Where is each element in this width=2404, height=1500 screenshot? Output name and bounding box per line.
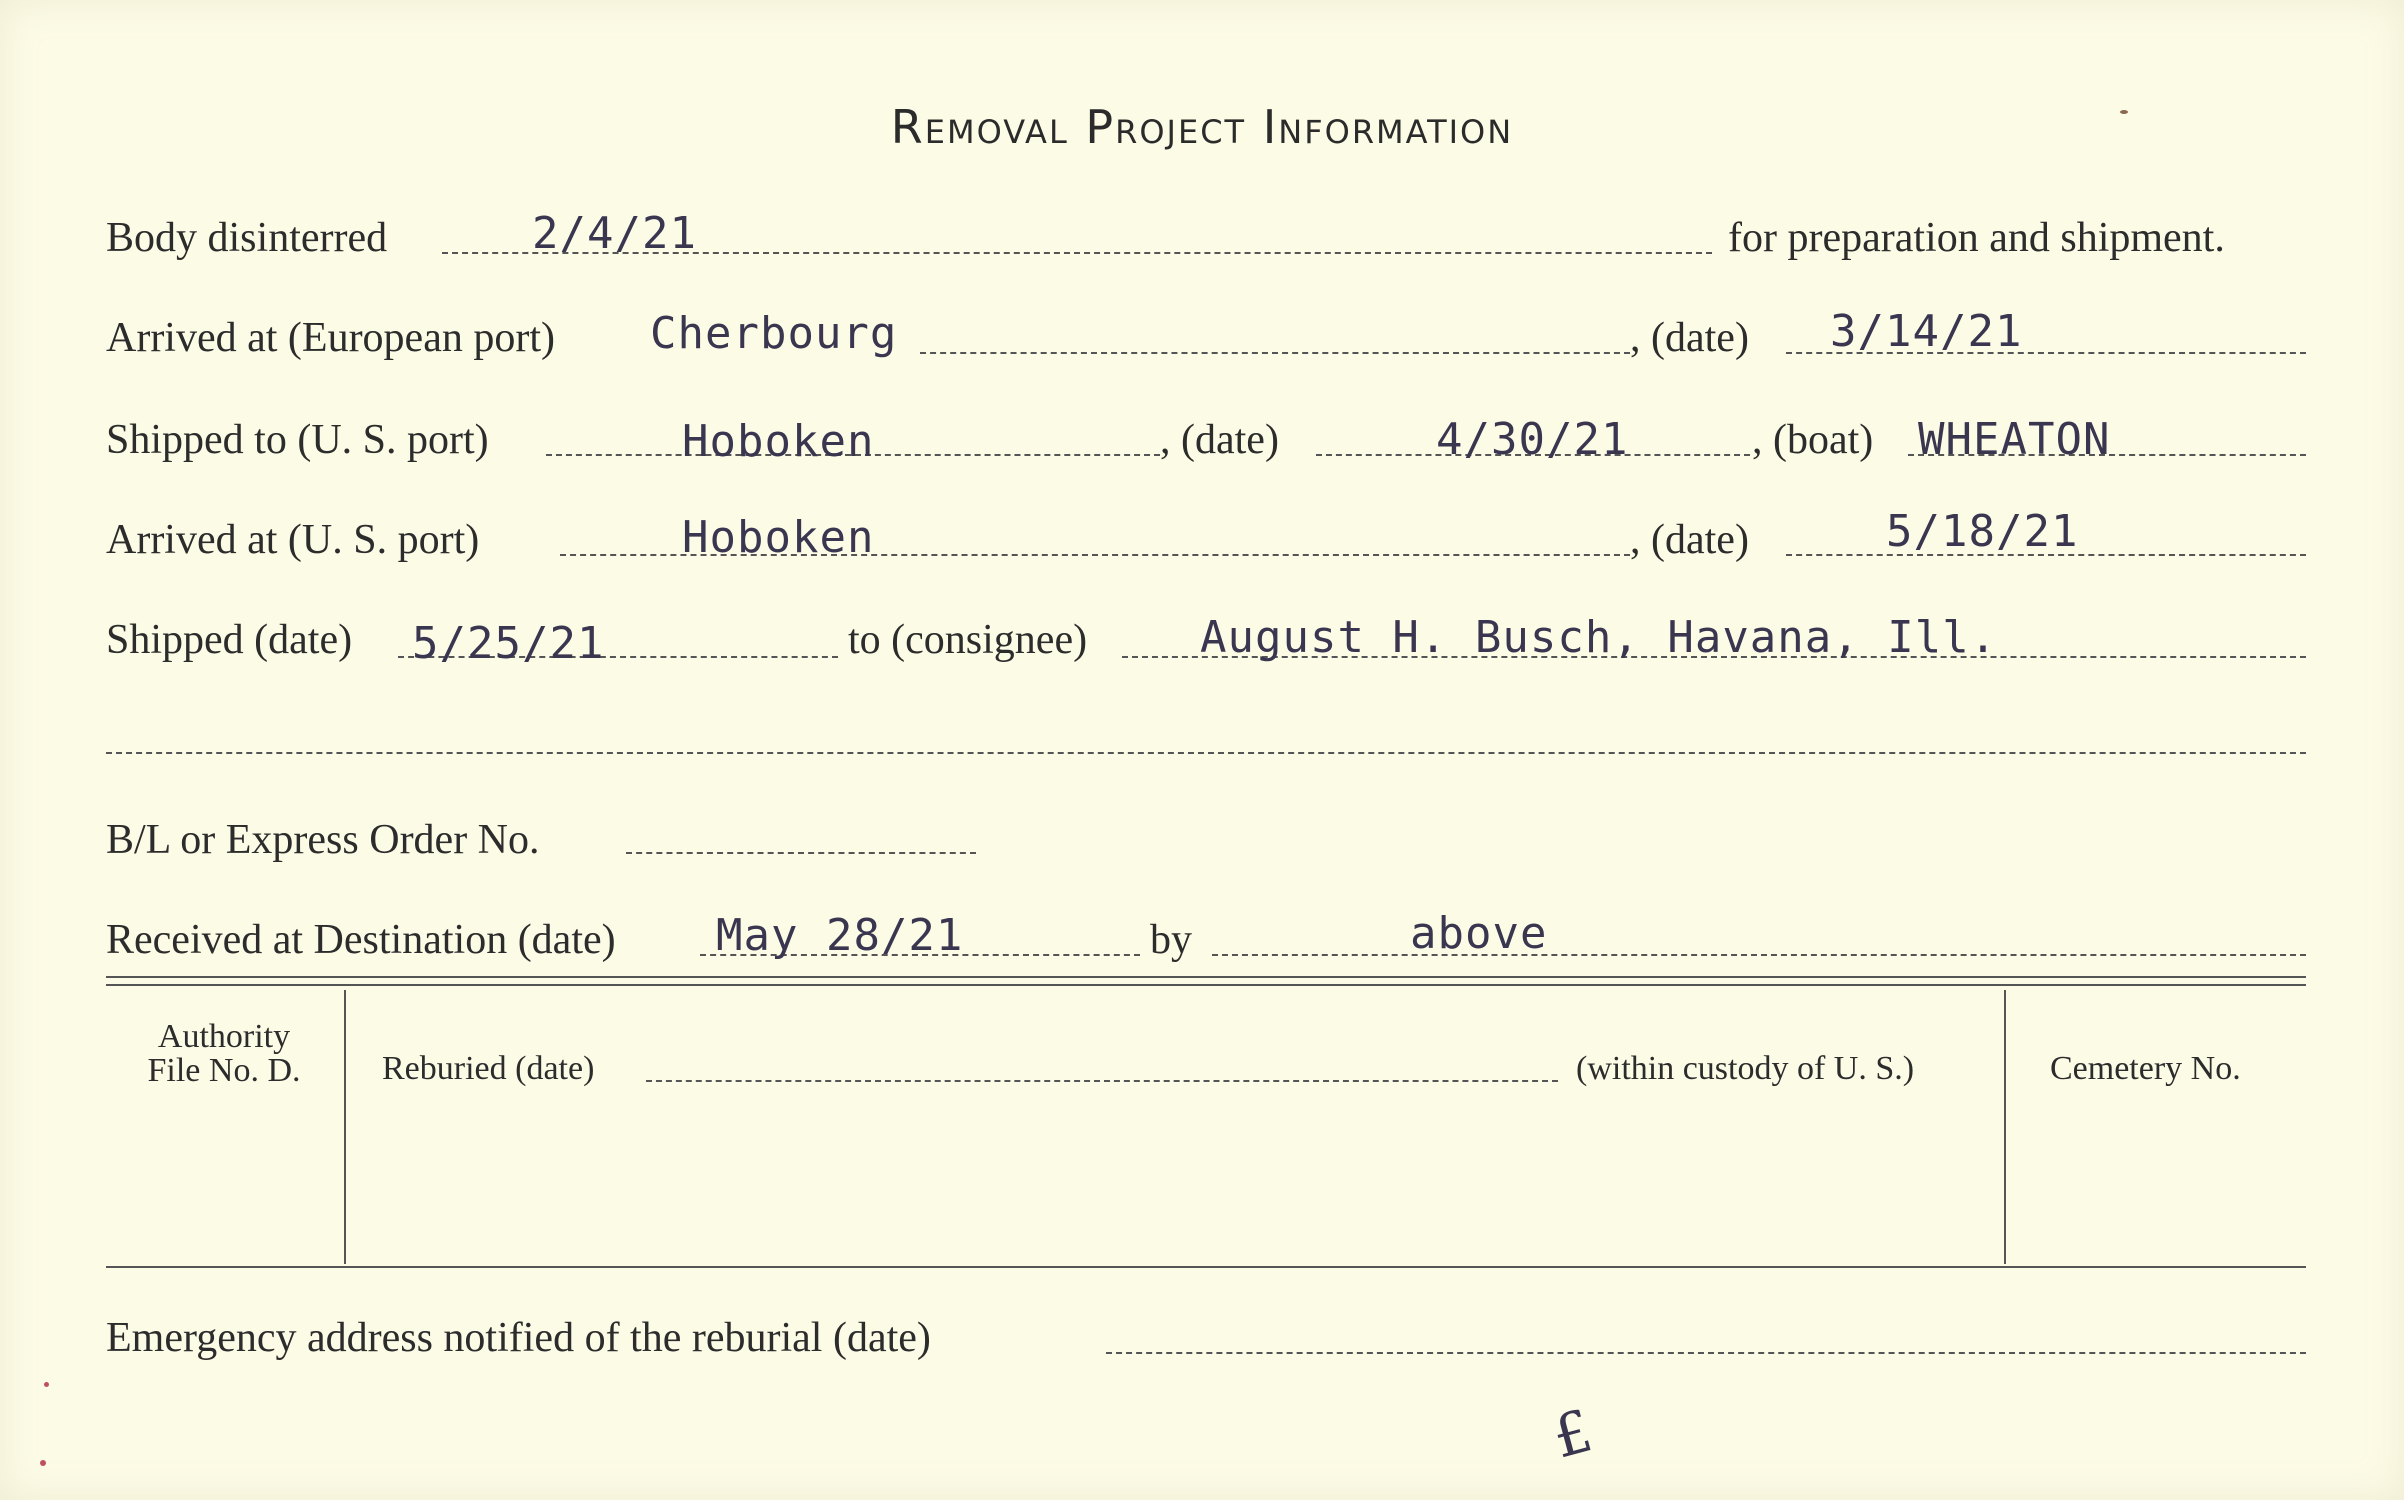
arrived-euro-value: Cherbourg	[650, 308, 898, 359]
handwritten-mark-icon: £	[1545, 1396, 1600, 1472]
shipped-us-label: Shipped to (U. S. port)	[106, 417, 489, 463]
shipped-date-value: 5/25/21	[412, 618, 605, 669]
arrived-us-date-label: , (date)	[1630, 517, 1749, 563]
arrived-us-label: Arrived at (U. S. port)	[106, 517, 480, 563]
emergency-line	[1106, 1352, 2306, 1354]
arrived-us-date-value: 5/18/21	[1886, 506, 2079, 557]
received-label: Received at Destination (date)	[106, 917, 616, 963]
consignee-value: August H. Busch, Havana, Ill.	[1200, 612, 1998, 663]
arrived-euro-date-label: , (date)	[1630, 315, 1749, 361]
received-by-line	[1212, 954, 2306, 956]
arrived-euro-label: Arrived at (European port)	[106, 315, 555, 361]
bl-line	[626, 852, 976, 854]
paper-speck	[2120, 110, 2128, 114]
body-disinterred-value: 2/4/21	[532, 208, 697, 259]
table-top-rule-1	[106, 976, 2306, 978]
received-value: May 28/21	[716, 910, 964, 961]
body-disinterred-label: Body disinterred	[106, 215, 388, 261]
arrived-euro-line	[920, 352, 1630, 354]
custody-label: (within custody of U. S.)	[1576, 1050, 1915, 1087]
consignee-continuation-line	[106, 752, 2306, 754]
table-divider-right	[2004, 990, 2006, 1264]
received-by-label: by	[1150, 917, 1192, 963]
shipped-date-label: Shipped (date)	[106, 617, 353, 663]
reburied-line	[646, 1080, 1558, 1082]
reburied-label: Reburied (date)	[382, 1050, 595, 1087]
authority-label-line2: File No. D.	[147, 1052, 301, 1089]
page-title: Removal Project Information	[890, 100, 1514, 154]
shipped-us-date-label: , (date)	[1160, 417, 1279, 463]
arrived-euro-date-value: 3/14/21	[1830, 306, 2023, 357]
table-divider-left	[344, 990, 346, 1264]
paper-speck	[44, 1382, 49, 1387]
paper-speck	[40, 1460, 46, 1466]
table-top-rule-2	[106, 984, 2306, 986]
authority-label-line1: Authority	[157, 1018, 291, 1055]
consignee-label: to (consignee)	[848, 617, 1088, 663]
shipped-us-boat-value: WHEATON	[1918, 414, 2111, 465]
shipped-us-value: Hoboken	[682, 416, 875, 467]
authority-file-label	[106, 1020, 342, 1088]
received-by-value: above	[1410, 908, 1548, 959]
body-disinterred-suffix: for preparation and shipment.	[1728, 215, 2225, 261]
emergency-label: Emergency address notified of the reburial (date)	[106, 1315, 931, 1361]
table-bottom-rule	[106, 1266, 2306, 1268]
bl-label: B/L or Express Order No.	[106, 817, 540, 863]
arrived-us-value: Hoboken	[682, 512, 875, 563]
shipped-us-boat-label: , (boat)	[1752, 417, 1874, 463]
shipped-us-date-value: 4/30/21	[1436, 414, 1629, 465]
cemetery-label: Cemetery No.	[2050, 1050, 2241, 1087]
